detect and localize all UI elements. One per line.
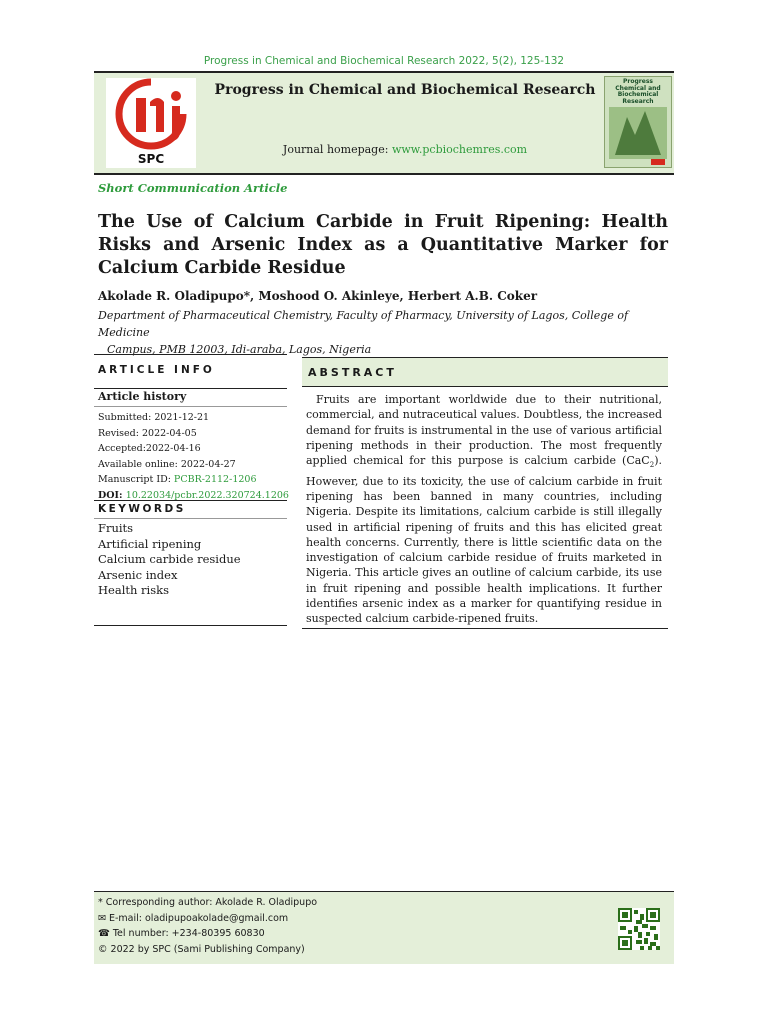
- telephone-icon: ☎: [98, 928, 113, 939]
- history-divider: [94, 406, 287, 407]
- abstract-text: [306, 392, 662, 627]
- telephone: Tel number: +234-80395 60830: [112, 928, 265, 939]
- affiliation-line-1: Department of Pharmaceutical Chemistry, Faculty of Pharmacy, University of Lagos, College of Medicine: [98, 309, 629, 339]
- journal-homepage: [210, 143, 600, 156]
- keyword-item: Health risks: [98, 583, 169, 597]
- logo-label: SPC: [137, 152, 165, 166]
- article-title: The Use of Calcium Carbide in Fruit Ripening: Health Risks and Arsenic Index as a Quantitative Marker for Calcium Carbide Residue: [98, 212, 668, 278]
- doi-label: DOI:: [98, 489, 126, 501]
- spc-logo-icon: [106, 78, 196, 150]
- affiliation-line-2: Campus, PMB 12003, Idi-araba, Lagos, Nigeria: [107, 343, 372, 356]
- abstract-heading: ABSTRACT: [302, 357, 668, 387]
- available-date: Available online: 2022-04-27: [98, 458, 236, 470]
- cover-title: Progress Chemical and Biochemical Research: [615, 78, 661, 105]
- article-history-heading: Article history: [98, 390, 187, 403]
- correspondence-footer: [94, 891, 674, 964]
- footer-text: [98, 895, 317, 957]
- revised-date: Revised: 2022-04-05: [98, 427, 197, 439]
- keyword-item: Arsenic index: [98, 567, 178, 582]
- tel-row: [98, 926, 317, 942]
- affiliation: [98, 307, 668, 358]
- homepage-label: Journal homepage:: [282, 143, 389, 156]
- abstract-subscript: 2: [649, 461, 655, 470]
- manuscript-id-link[interactable]: PCBR-2112-1206: [173, 474, 257, 485]
- doi-link[interactable]: 10.22034/pcbr.2022.320724.1206: [125, 489, 289, 501]
- submitted-date: Submitted: 2021-12-21: [98, 412, 210, 423]
- keywords-bottom-rule: [94, 625, 287, 626]
- keyword-item: Calcium carbide residue: [98, 552, 241, 566]
- accepted-date: Accepted:2022-04-16: [98, 443, 201, 454]
- cover-art-icon: [605, 77, 671, 167]
- spc-logo: [106, 78, 196, 168]
- authors: Akolade R. Oladipupo*, Moshood O. Akinleye, Herbert A.B. Coker: [98, 289, 538, 303]
- info-top-rule: [94, 354, 287, 355]
- keyword-item: Artificial ripening: [98, 536, 202, 551]
- email[interactable]: E-mail: oladipupoakolade@gmail.com: [108, 912, 289, 924]
- journal-name: Progress in Chemical and Biochemical Research: [214, 82, 596, 98]
- qr-code-icon: [618, 908, 660, 950]
- keywords-heading: KEYWORDS: [98, 503, 186, 515]
- abstract-bottom-rule: [302, 628, 668, 629]
- keywords-divider: [94, 518, 287, 519]
- abstract-part-1: Fruits are important worldwide due to their nutritional, commercial, and nutraceutical values. Doubtless, the increased demand for fruits is instrumental in the use of various artificial ripening methods in their production. The most frequently applied chemical for this purpose is calcium carbide (CaC: [306, 393, 662, 468]
- envelope-icon: ✉: [98, 912, 109, 924]
- info-divider: [94, 388, 287, 389]
- journal-cover-image: [604, 76, 672, 168]
- copyright: © 2022 by SPC (Sami Publishing Company): [98, 943, 305, 955]
- manuscript-id-row: [98, 472, 289, 488]
- article-history: [98, 410, 289, 503]
- email-row: [98, 911, 317, 927]
- corresponding-author: * Corresponding author: Akolade R. Oladipupo: [98, 897, 318, 908]
- article-info-heading: ARTICLE INFO: [98, 364, 215, 376]
- article-type: Short Communication Article: [98, 181, 288, 195]
- keywords-list: [98, 521, 241, 599]
- running-head: Progress in Chemical and Biochemical Research 2022, 5(2), 125-132: [203, 55, 565, 67]
- homepage-link[interactable]: www.pcbiochemres.com: [391, 143, 528, 156]
- keywords-top-rule: [94, 500, 287, 501]
- manuscript-label: Manuscript ID:: [98, 474, 174, 485]
- keyword-item: Fruits: [98, 521, 134, 535]
- abstract-part-2: ). However, due to its toxicity, the use of calcium carbide in fruit ripening has been banned in many countries, including Nigeria. Despite its limitations, calcium carbide is still illegally used in artificial ripening of fruits and this has elicited great health concerns. Currently, there is little scientific data on the investigation of calcium carbide residue of fruits marketed in Nigeria. This article gives an outline of calcium carbide, its use in fruit ripening and possible health implications. It further identifies arsenic index as a marker for quantifying residue in suspected calcium carbide-ripened fruits.: [306, 454, 662, 626]
